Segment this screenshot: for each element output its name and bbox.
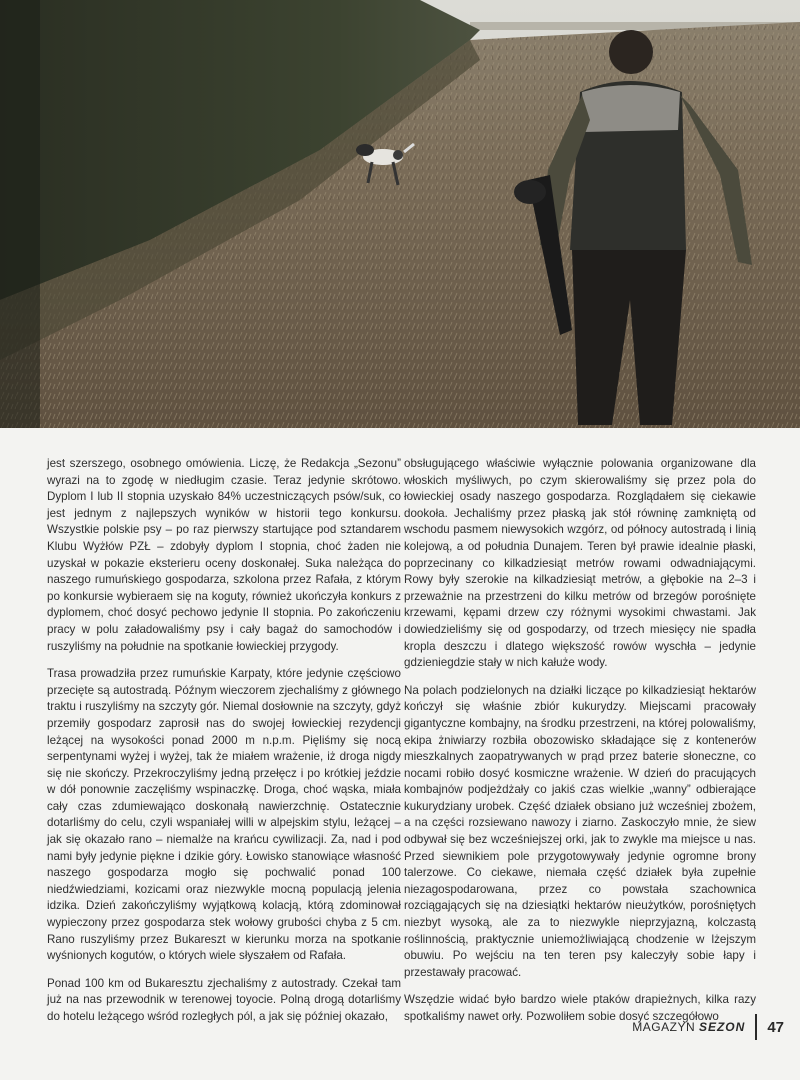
- article-paragraph: jest szerszego, osobnego omówienia. Liczę, że Redakcja „Sezonu” wyrazi na to zgodę w niedługim czasie. Teraz jedynie skrótowo. Dyplom I lub II stopnia uzyskało 84% uczestniczących psów/suk, co jest jednym z najlepszych wyników w historii tego konkursu. Wszystkie polskie psy – po raz pierwszy startujące pod sztandarem Klubu Wyżłów PZŁ – zdobyły dyplom I stopnia, choć żaden nie uzyskał w pokazie eksterieru oceny doskonałej. Suka należąca do naszego rumuńskiego gospodarza, szkolona przez Rafała, z którym po konkursie wybieraem się na koguty, również ukończyła konkurs z dyplomem, choć dosyć pechowo jedynie II stopnia. Po zakończeniu pracy w polu załadowaliśmy psy i cały bagaż do samochodów i ruszyliśmy na południe na spotkanie łowieckiej przygody.: [47, 457, 401, 653]
- article-paragraph: Ponad 100 km od Bukaresztu zjechaliśmy z autostrady. Czekał tam już na nas przewodnik w terenowej toyocie. Polną drogą dotarliśmy do hotelu leżącego wśród rozległych pól, a jak się później okazało,: [47, 976, 401, 1023]
- article-paragraph: obsługującego właściwie wyłącznie polowania organizowane dla włoskich myśliwych, po czym skierowaliśmy się przez pola do łowieckiej osady naszego gospodarza. Rozglądałem się ciekawie dookoła. Jechaliśmy przez płaską jak stół równinę zamkniętą od wschodu pasmem niewysokich wzgórz, od północy autostradą i linią kolejową, a od południa Dunajem. Teren był prawie idealnie płaski, poprzecinany co kilkadziesiąt metrów rowami odwadniającymi. Rowy były szerokie na kilkadziesiąt metrów, a głębokie na 2–3 i przeważnie na przestrzeni do kilku metrów od brzegów porośnięte krzewami, kępami drzew czy różnymi wysokimi chwastami. Jak dowiedzieliśmy się od gospodarzy, od trzech miesięcy nie spadła kropla deszczu i dlatego większość rowów wyschła – jedynie gdzieniegdzie stały w nich kałuże wody.: [404, 457, 756, 670]
- hunting-photo: [0, 0, 800, 428]
- footer-divider: [755, 1014, 757, 1040]
- article-column-left: [47, 456, 401, 1026]
- hunting-photo-illustration: [0, 0, 800, 428]
- magazine-word: MAGAZYN: [632, 1020, 696, 1034]
- article-paragraph: Na polach podzielonych na działki liczące po kilkadziesiąt hektarów kończył się właśnie zbiór kukurydzy. Miejscami pracowały gigantyczne kombajny, na środku przestrzeni, na której polowaliśmy, ekipa żniwiarzy rozbiła obozowisko składające się z kontenerów mieszkalnych zaopatrywanych w prąd przez baterie słoneczne, co nocami robiło dosyć kosmiczne wrażenie. W dzień do pracujących kombajnów podjeżdżały co jakiś czas wielkie „wanny” odbierające kukurydziany urobek. Część działek obsiano już wcześniej zbożem, a na części rozsiewano nawozy i ziarno. Zaskoczyło mnie, że siew odbywał się bez wcześniejszej orki, jak to zwykle ma miejsce u nas. Przed siewnikiem pole przygotowywały jedynie ogromne brony talerzowe. Co ciekawe, niemała część działek była zupełnie niezagospodarowana, przez co powstała szachownica rozciągających się na dziesiątki hektarów nieużytków, porośniętych niezbyt wysoką, ale za to niezwykle nieprzyjazną, kolczastą roślinnością, praktycznie uniemożliwiającą chodzenie w lżejszym obuwiu. Po wejściu na ten teren psy kaleczyły sobie łapy i przestawały pracować.: [404, 683, 756, 979]
- article-column-right: [404, 456, 756, 1026]
- page-footer: [632, 1016, 784, 1038]
- magazine-brand: SEZON: [698, 1020, 746, 1034]
- article-paragraph: Wszędzie widać było bardzo wiele ptaków drapieżnych, kilka razy spotkaliśmy nawet orły. Pozwoliłem sobie dosyć szczegółowo: [404, 993, 756, 1023]
- article-paragraph: Trasa prowadziła przez rumuńskie Karpaty, które jedynie częściowo przecięte są autostradą. Późnym wieczorem zjechaliśmy z głównego traktu i ruszyliśmy na szczyty gór. Niemal dosłownie na szczyty, gdyż przemiły gospodarz zaprosił nas do swojej łowieckiej rezydencji leżącej na wysokości ponad 2000 m n.p.m. Pięliśmy się nocą serpentynami wyżej i wyżej, tak że miałem wrażenie, iż droga nigdy się nie skończy. Przekroczyliśmy jedną przełęcz i po krótkiej jeździe w dół ponownie zaczęliśmy wspinaczkę. Droga, choć wąska, miała cały czas zdumiewająco doskonałą nawierzchnię. Ostatecznie dotarliśmy do celu, czyli wspaniałej willi w alpejskim stylu, leżącej – jak się okazało rano – niemalże na krańcu cywilizacji. Za, nad i pod nami były jedynie piękne i dzikie góry. Łowisko stanowiące własność naszego gospodarza mogło się pochwalić ponad 100 niedźwiedziami, kozicami oraz niezwykle mocną populacją jelenia idzika. Dzień zakończyliśmy wyjątkową kolacją, którą zdominował wypieczony przez gospodarza stek wołowy grubości chyba z 5 cm. Rano ruszyliśmy przez Bukareszt w kierunku morza na spotkanie wyśnionych kogutów, o których wiele słyszałem od Rafała.: [47, 667, 401, 963]
- magazine-name: [632, 1020, 745, 1034]
- page-number: 47: [767, 1018, 784, 1036]
